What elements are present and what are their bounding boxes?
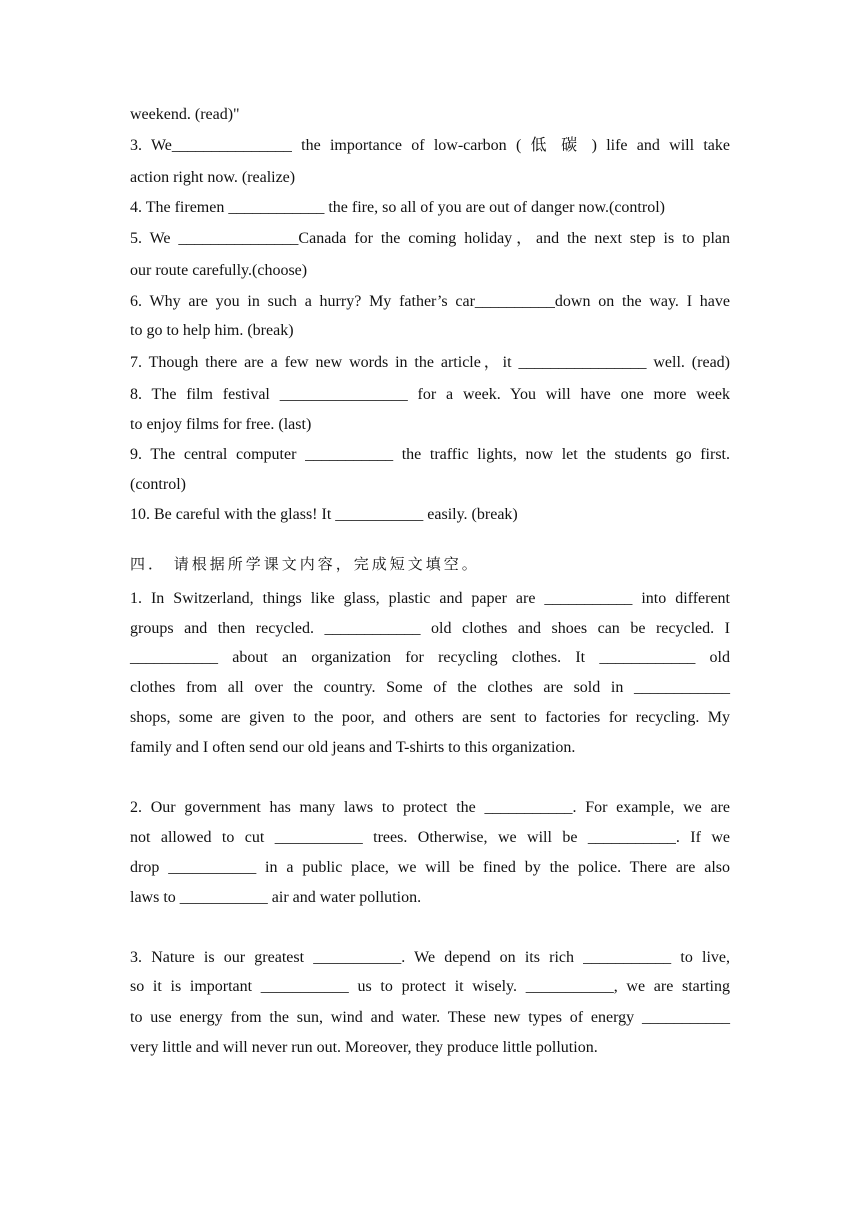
question-5-line-2: our route carefully.(choose) — [130, 262, 308, 279]
question-3-line-1: 3. We_______________ the importance of low-carbon ( 低 碳 ) life and will take — [130, 137, 730, 154]
question-8-line-2: to enjoy films for free. (last) — [130, 416, 312, 433]
question-6-line-2: to go to help him. (break) — [130, 322, 294, 339]
question-4: 4. The firemen ____________ the fire, so all of you are out of danger now.(control) — [130, 199, 665, 216]
section-4-heading: 四． 请根据所学课文内容，完成短文填空。 — [130, 555, 480, 573]
passage-1-line: clothes from all over the country. Some of the clothes are sold in ____________ — [130, 679, 730, 696]
passage-3-line: 3. Nature is our greatest ___________. We depend on its rich ___________ to live, — [130, 949, 730, 966]
passage-2-line: laws to ___________ air and water pollution. — [130, 889, 422, 906]
passage-1-line: 1. In Switzerland, things like glass, plastic and paper are ___________ into different — [130, 590, 730, 607]
question-6-line-1: 6. Why are you in such a hurry? My father’s car__________down on the way. I have — [130, 293, 730, 310]
passage-2-line: drop ___________ in a public place, we will be fined by the police. There are also — [130, 859, 730, 876]
question-3-line-2: action right now. (realize) — [130, 169, 296, 186]
passage-1-line: family and I often send our old jeans and T-shirts to this organization. — [130, 739, 576, 756]
passage-1-line: ___________ about an organization for recycling clothes. It ____________ old — [130, 649, 730, 666]
passage-3-line: very little and will never run out. Moreover, they produce little pollution. — [130, 1039, 598, 1056]
question-5-line-1: 5. We _______________Canada for the coming holiday，and the next step is to plan — [130, 230, 730, 247]
passage-2-line: 2. Our government has many laws to protect the ___________. For example, we are — [130, 799, 730, 816]
question-9-line-2: (control) — [130, 476, 186, 493]
passage-2-line: not allowed to cut ___________ trees. Otherwise, we will be ___________. If we — [130, 829, 730, 846]
passage-3-line: to use energy from the sun, wind and water. These new types of energy ___________ — [130, 1009, 730, 1026]
passage-1-line: groups and then recycled. ____________ old clothes and shoes can be recycled. I — [130, 620, 730, 637]
passage-1-line: shops, some are given to the poor, and others are sent to factories for recycling. My — [130, 709, 730, 726]
question-10: 10. Be careful with the glass! It ___________ easily. (break) — [130, 506, 518, 523]
q2-continuation: weekend. (read)" — [130, 106, 240, 123]
passage-3-line: so it is important ___________ us to protect it wisely. ___________, we are starting — [130, 978, 730, 995]
question-7: 7. Though there are a few new words in the article，it ________________ well. (read) — [130, 354, 730, 371]
question-9-line-1: 9. The central computer ___________ the traffic lights, now let the students go first. — [130, 446, 730, 463]
question-8-line-1: 8. The film festival ________________ for a week. You will have one more week — [130, 386, 730, 403]
